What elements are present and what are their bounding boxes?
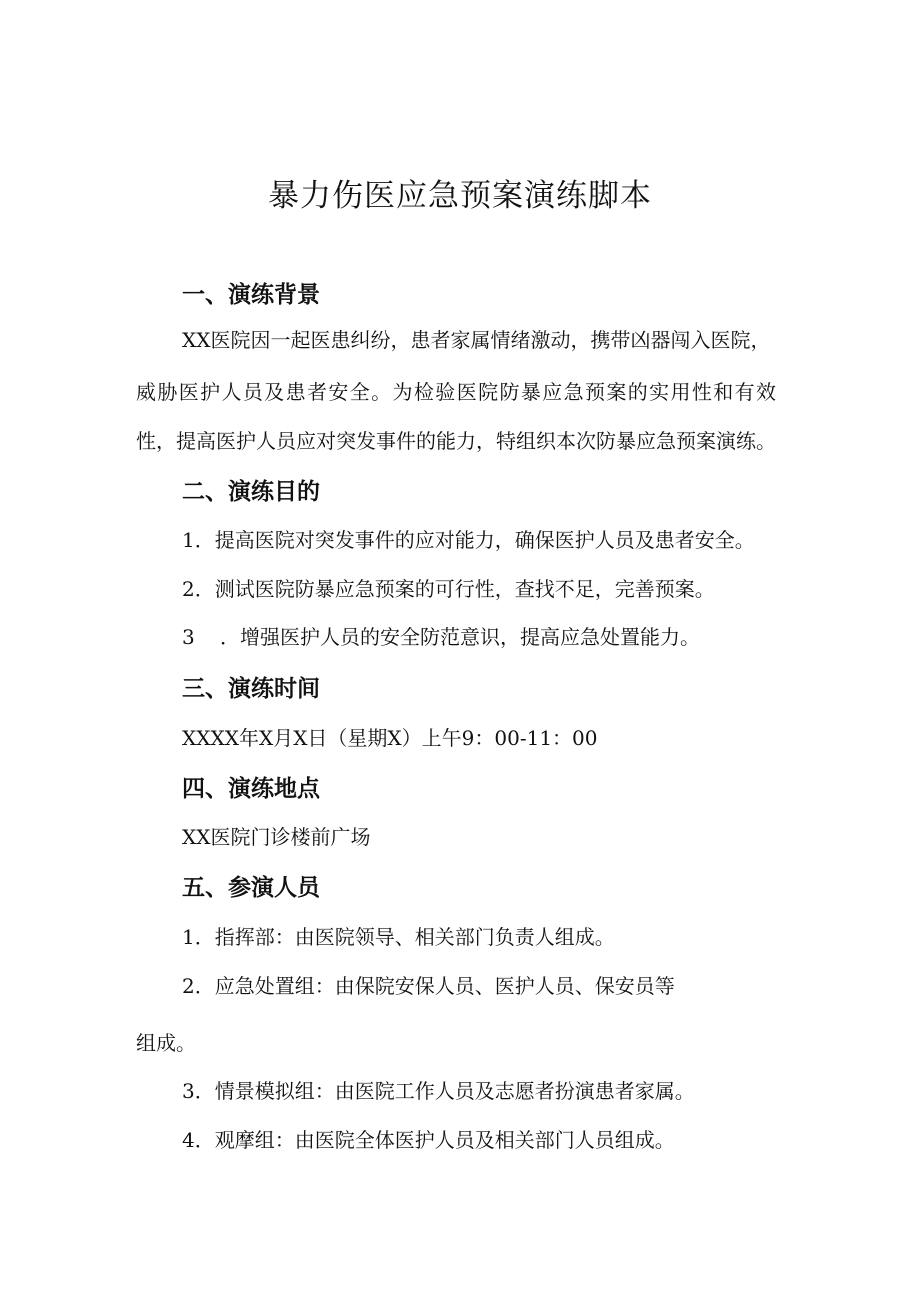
participant-item-1 (182, 920, 615, 954)
section-heading-location: 四、演练地点 (182, 776, 320, 802)
participant-item-text: ．观摩组：由医院全体医护人员及相关部门人员组成。 (194, 1128, 675, 1152)
participant-item-number: 3 (182, 1079, 195, 1103)
objective-item-1 (182, 523, 755, 557)
participant-item-number: 4 (182, 1128, 195, 1152)
section-heading-time: 三、演练时间 (182, 676, 320, 702)
objective-item-3 (182, 620, 700, 654)
participant-item-text: ．应急处置组：由保院安保人员、医护人员、保安员等 (194, 974, 675, 998)
participant-item-2 (182, 969, 675, 1003)
section-heading-background: 一、演练背景 (182, 282, 320, 308)
objective-item-number: 1 (182, 528, 195, 552)
participant-item-text: ．指挥部：由医院领导、相关部门负责人组成。 (194, 925, 615, 949)
participant-item-2-continuation: 组成。 (136, 1031, 196, 1055)
objective-item-2 (182, 572, 715, 606)
section-heading-participants: 五、参演人员 (182, 875, 320, 901)
objective-item-number: 2 (182, 577, 195, 601)
participant-item-number: 1 (182, 925, 195, 949)
document-title: 暴力伤医应急预案演练脚本 (268, 178, 652, 214)
participant-item-4 (182, 1123, 675, 1157)
participant-item-number: 2 (182, 974, 195, 998)
objective-item-number: 3 (182, 625, 195, 649)
section-heading-objectives: 二、演练目的 (182, 479, 320, 505)
drill-time: XXXX年X月X日（星期X）上午9：00-11：00 (182, 726, 598, 750)
participant-item-text: ．情景模拟组：由医院工作人员及志愿者扮演患者家属。 (194, 1079, 695, 1103)
background-paragraph-line-3: 性，提高医护人员应对突发事件的能力，特组织本次防暴应急预案演练。 (136, 429, 776, 453)
objective-item-text: ．增强医护人员的安全防范意识，提高应急处置能力。 (220, 625, 700, 649)
background-paragraph-line-2: 威胁医护人员及患者安全。为检验医院防暴应急预案的实用性和有效 (136, 380, 776, 404)
drill-location: XX医院门诊楼前广场 (182, 825, 371, 849)
background-paragraph-line-1: XX医院因一起医患纠纷，患者家属情绪激动，携带凶器闯入医院， (182, 328, 771, 352)
objective-item-text: ．提高医院对突发事件的应对能力，确保医护人员及患者安全。 (194, 528, 755, 552)
participant-item-3 (182, 1074, 695, 1108)
objective-item-text: ．测试医院防暴应急预案的可行性，查找不足，完善预案。 (194, 577, 715, 601)
